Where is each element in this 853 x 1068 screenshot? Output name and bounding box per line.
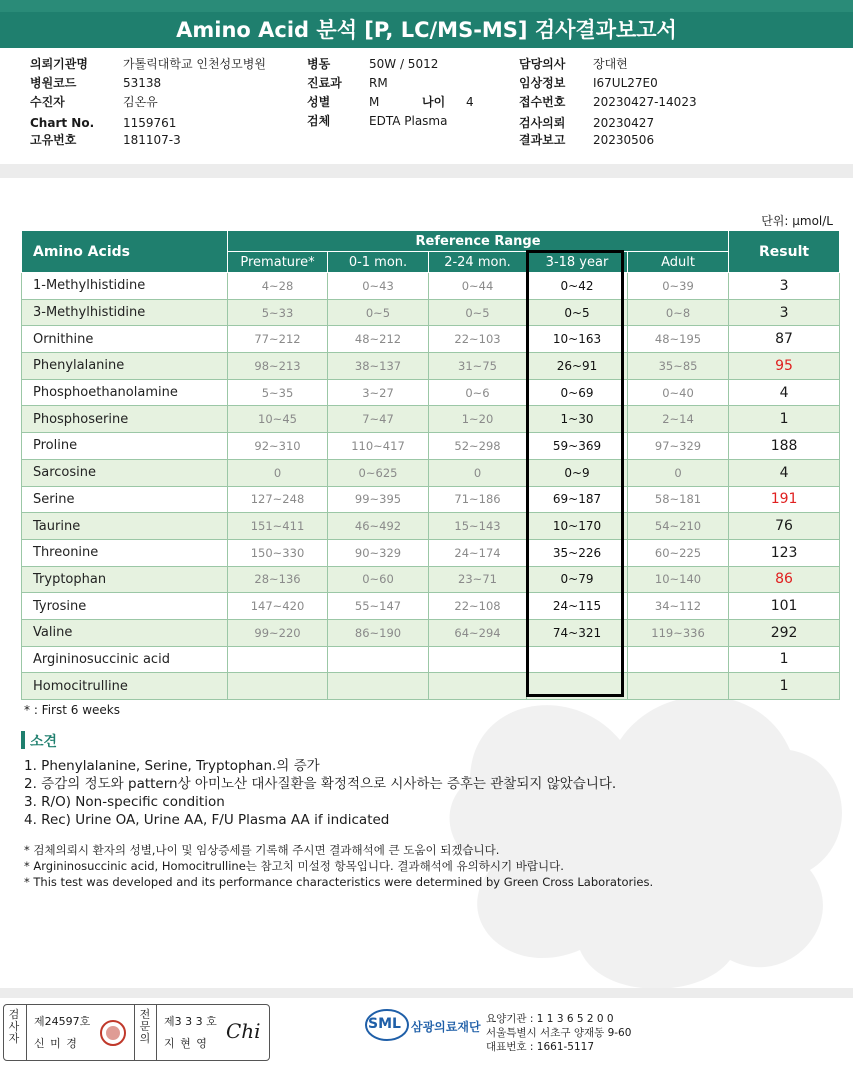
amino-acid-name: Valine	[22, 619, 228, 646]
reference-range-cell: 7~47	[328, 406, 429, 433]
tech-license: 제24597호	[34, 1015, 91, 1028]
doc-name: 지 현 영	[164, 1037, 208, 1050]
report-title: Amino Acid 분석 [P, LC/MS-MS] 검사결과보고서	[0, 12, 853, 48]
org-code: 요양기관 : 1 1 3 6 5 2 0 0	[486, 1013, 614, 1025]
result-cell: 123	[729, 539, 840, 566]
table-row	[22, 673, 840, 700]
reference-range-cell: 60~225	[628, 539, 729, 566]
reference-range-cell: 0~60	[328, 566, 429, 593]
premature-footnote: * : First 6 weeks	[24, 703, 120, 717]
reference-range-cell: 0~5	[429, 299, 527, 326]
value-chart-no: 1159761	[123, 116, 177, 130]
reference-range-cell: 64~294	[429, 619, 527, 646]
label-specimen: 검체	[307, 114, 331, 128]
reference-range-cell: 10~45	[228, 406, 328, 433]
reference-range-cell: 69~187	[527, 486, 628, 513]
reference-range-cell: 151~411	[228, 513, 328, 540]
patient-info	[0, 0, 853, 160]
reference-range-cell: 127~248	[228, 486, 328, 513]
result-cell: 191	[729, 486, 840, 513]
reference-range-cell: 48~195	[628, 326, 729, 353]
reference-range-cell: 99~395	[328, 486, 429, 513]
amino-acid-name: Ornithine	[22, 326, 228, 353]
reference-range-cell: 0	[628, 459, 729, 486]
reference-range-cell: 1~30	[527, 406, 628, 433]
reference-range-cell: 1~20	[429, 406, 527, 433]
reference-range-cell: 0~69	[527, 379, 628, 406]
result-cell: 86	[729, 566, 840, 593]
finding-item: 1. Phenylalanine, Serine, Tryptophan.의 증가	[24, 758, 320, 774]
reference-range-cell: 99~220	[228, 619, 328, 646]
reference-range-cell: 15~143	[429, 513, 527, 540]
reference-range-cell: 0~42	[527, 273, 628, 300]
table-row	[22, 593, 840, 620]
note-item: * This test was developed and its performance characteristics were determined by Green Cross Laboratories.	[24, 875, 654, 889]
note-item: * Argininosuccinic acid, Homocitrulline는 참고치 미설정 항목입니다. 결과해석에 유의하시기 바랍니다.	[24, 859, 564, 873]
value-accession-no: 20230427-14023	[593, 95, 697, 109]
amino-acid-table	[21, 230, 840, 700]
findings-marker	[21, 731, 25, 749]
amino-acid-name: Proline	[22, 433, 228, 460]
header-result: Result	[729, 231, 840, 273]
result-cell: 101	[729, 593, 840, 620]
reference-range-cell: 22~103	[429, 326, 527, 353]
reference-range-cell: 74~321	[527, 619, 628, 646]
table-row	[22, 433, 840, 460]
amino-acid-name: Threonine	[22, 539, 228, 566]
amino-acid-name: Tryptophan	[22, 566, 228, 593]
header-2-24-month: 2-24 mon.	[429, 252, 527, 273]
amino-acid-name: Phenylalanine	[22, 353, 228, 380]
reference-range-cell: 28~136	[228, 566, 328, 593]
reference-range-cell: 147~420	[228, 593, 328, 620]
label-department: 진료과	[307, 76, 342, 90]
note-item: * 검체의뢰시 환자의 성별,나이 및 임상증세를 기록해 주시면 결과해석에 큰 도움이 되겠습니다.	[24, 843, 500, 857]
reference-range-cell: 98~213	[228, 353, 328, 380]
reference-range-cell: 0~39	[628, 273, 729, 300]
reference-range-cell: 22~108	[429, 593, 527, 620]
reference-range-cell	[228, 673, 328, 700]
result-cell: 76	[729, 513, 840, 540]
tech-label: 검사자	[8, 1008, 20, 1045]
amino-acid-name: Taurine	[22, 513, 228, 540]
org-logo-text: SML	[368, 1016, 401, 1032]
finding-item: 3. R/O) Non-specific condition	[24, 794, 225, 810]
doc-license: 제3 3 3 호	[164, 1015, 217, 1028]
value-request-date: 20230427	[593, 116, 655, 130]
value-report-date: 20230506	[593, 133, 655, 147]
reference-range-cell: 58~181	[628, 486, 729, 513]
reference-range-cell: 0~5	[328, 299, 429, 326]
label-accession-no: 접수번호	[519, 95, 566, 109]
value-ward: 50W / 5012	[369, 57, 439, 71]
reference-range-cell: 35~85	[628, 353, 729, 380]
reference-range-cell: 0	[429, 459, 527, 486]
reference-range-cell: 0~44	[429, 273, 527, 300]
reference-range-cell: 77~212	[228, 326, 328, 353]
label-clinical-info: 임상정보	[519, 76, 566, 90]
table-row	[22, 539, 840, 566]
highlight-3-18-year-column	[526, 250, 624, 697]
reference-range-cell: 71~186	[429, 486, 527, 513]
amino-acid-name: Phosphoethanolamine	[22, 379, 228, 406]
doc-label: 전문의	[139, 1008, 151, 1045]
reference-range-cell: 4~28	[228, 273, 328, 300]
reference-range-cell: 52~298	[429, 433, 527, 460]
reference-range-cell: 0~5	[527, 299, 628, 326]
signature-block	[3, 1004, 270, 1061]
reference-range-cell: 97~329	[628, 433, 729, 460]
result-cell: 3	[729, 273, 840, 300]
reference-range-cell: 0~6	[429, 379, 527, 406]
reference-range-cell: 3~27	[328, 379, 429, 406]
table-row	[22, 619, 840, 646]
result-cell: 3	[729, 299, 840, 326]
result-cell: 4	[729, 379, 840, 406]
doc-signature: Chi	[226, 1019, 261, 1043]
table-row	[22, 646, 840, 673]
label-hospital-code: 병원코드	[30, 76, 77, 90]
label-report-date: 결과보고	[519, 133, 566, 147]
finding-item: 2. 증감의 정도와 pattern상 아미노산 대사질환을 확정적으로 시사하는 증후는 관찰되지 않았습니다.	[24, 776, 617, 792]
result-cell: 4	[729, 459, 840, 486]
amino-acid-name: 1-Methylhistidine	[22, 273, 228, 300]
reference-range-cell: 92~310	[228, 433, 328, 460]
table-row	[22, 459, 840, 486]
label-doctor: 담당의사	[519, 57, 566, 71]
reference-range-cell: 110~417	[328, 433, 429, 460]
reference-range-cell	[429, 646, 527, 673]
reference-range-cell: 54~210	[628, 513, 729, 540]
reference-range-cell: 31~75	[429, 353, 527, 380]
header-3-18-year: 3-18 year	[527, 252, 628, 273]
reference-range-cell: 90~329	[328, 539, 429, 566]
reference-range-cell: 24~174	[429, 539, 527, 566]
amino-acid-name: 3-Methylhistidine	[22, 299, 228, 326]
label-institution: 의뢰기관명	[30, 57, 88, 71]
value-unique-no: 181107-3	[123, 133, 181, 147]
reference-range-cell: 5~35	[228, 379, 328, 406]
reference-range-cell	[328, 646, 429, 673]
unit-label: 단위: μmol/L	[761, 214, 833, 228]
reference-range-cell: 35~226	[527, 539, 628, 566]
reference-range-cell: 48~212	[328, 326, 429, 353]
table-row	[22, 326, 840, 353]
reference-range-cell: 5~33	[228, 299, 328, 326]
reference-range-cell: 38~137	[328, 353, 429, 380]
value-institution: 가톨릭대학교 인천성모병원	[123, 57, 266, 71]
reference-range-cell: 150~330	[228, 539, 328, 566]
header-reference-range: Reference Range	[228, 231, 729, 252]
reference-range-cell: 0~8	[628, 299, 729, 326]
amino-acid-name: Argininosuccinic acid	[22, 646, 228, 673]
seal-stamp-icon	[99, 1019, 127, 1047]
header-0-1-month: 0-1 mon.	[328, 252, 429, 273]
header-adult: Adult	[628, 252, 729, 273]
value-sex: M	[369, 95, 380, 109]
reference-range-cell: 0~43	[328, 273, 429, 300]
reference-range-cell: 86~190	[328, 619, 429, 646]
table-row	[22, 406, 840, 433]
table-row	[22, 486, 840, 513]
findings-title: 소견	[30, 734, 58, 750]
footer-divider	[0, 988, 853, 998]
amino-acid-name: Serine	[22, 486, 228, 513]
header-amino-acids: Amino Acids	[22, 231, 228, 273]
reference-range-cell: 23~71	[429, 566, 527, 593]
org-address: 서울특별시 서초구 양재동 9-60	[486, 1027, 632, 1039]
amino-acid-name: Sarcosine	[22, 459, 228, 486]
value-clinical-info: I67UL27E0	[593, 76, 658, 90]
reference-range-cell: 46~492	[328, 513, 429, 540]
reference-range-cell: 10~163	[527, 326, 628, 353]
tech-name: 신 미 경	[34, 1037, 78, 1050]
table-row	[22, 566, 840, 593]
amino-acid-name: Homocitrulline	[22, 673, 228, 700]
result-cell: 292	[729, 619, 840, 646]
header-premature: Premature*	[228, 252, 328, 273]
label-age: 나이	[422, 95, 446, 109]
reference-range-cell	[328, 673, 429, 700]
value-specimen: EDTA Plasma	[369, 114, 448, 128]
reference-range-cell: 10~170	[527, 513, 628, 540]
table-row	[22, 379, 840, 406]
label-request-date: 검사의뢰	[519, 116, 566, 130]
notes-list	[24, 842, 653, 890]
reference-range-cell: 24~115	[527, 593, 628, 620]
org-phone: 대표번호 : 1661-5117	[486, 1041, 595, 1053]
result-cell: 188	[729, 433, 840, 460]
label-patient: 수진자	[30, 95, 65, 109]
result-cell: 1	[729, 406, 840, 433]
reference-range-cell: 0	[228, 459, 328, 486]
reference-range-cell: 34~112	[628, 593, 729, 620]
organization-logo	[365, 1008, 481, 1046]
reference-range-cell: 0~79	[527, 566, 628, 593]
finding-item: 4. Rec) Urine OA, Urine AA, F/U Plasma AA if indicated	[24, 812, 390, 828]
result-cell: 87	[729, 326, 840, 353]
result-cell: 95	[729, 353, 840, 380]
amino-acid-rows	[22, 273, 840, 700]
table-row	[22, 513, 840, 540]
reference-range-cell: 2~14	[628, 406, 729, 433]
table-row	[22, 273, 840, 300]
amino-acid-name: Phosphoserine	[22, 406, 228, 433]
label-unique-no: 고유번호	[30, 133, 77, 147]
table-row	[22, 353, 840, 380]
watermark-logo	[430, 660, 853, 1000]
reference-range-cell: 0~625	[328, 459, 429, 486]
org-name: 삼광의료재단	[411, 1020, 481, 1034]
value-hospital-code: 53138	[123, 76, 162, 90]
reference-range-cell: 26~91	[527, 353, 628, 380]
result-cell: 1	[729, 646, 840, 673]
reference-range-cell	[628, 673, 729, 700]
reference-range-cell: 119~336	[628, 619, 729, 646]
reference-range-cell	[429, 673, 527, 700]
result-cell: 1	[729, 673, 840, 700]
amino-acid-name: Tyrosine	[22, 593, 228, 620]
reference-range-cell: 55~147	[328, 593, 429, 620]
findings-list	[24, 757, 616, 829]
org-info	[486, 1012, 631, 1054]
reference-range-cell: 59~369	[527, 433, 628, 460]
table-row	[22, 299, 840, 326]
reference-range-cell: 0~40	[628, 379, 729, 406]
value-department: RM	[369, 76, 388, 90]
label-ward: 병동	[307, 57, 331, 71]
value-age: 4	[466, 95, 474, 109]
reference-range-cell	[628, 646, 729, 673]
value-doctor: 장대현	[593, 57, 628, 71]
reference-range-cell	[228, 646, 328, 673]
reference-range-cell: 10~140	[628, 566, 729, 593]
section-divider	[0, 164, 853, 178]
label-sex: 성별	[307, 95, 331, 109]
value-patient: 김온유	[123, 95, 158, 109]
label-chart-no: Chart No.	[30, 116, 95, 130]
reference-range-cell: 0~9	[527, 459, 628, 486]
